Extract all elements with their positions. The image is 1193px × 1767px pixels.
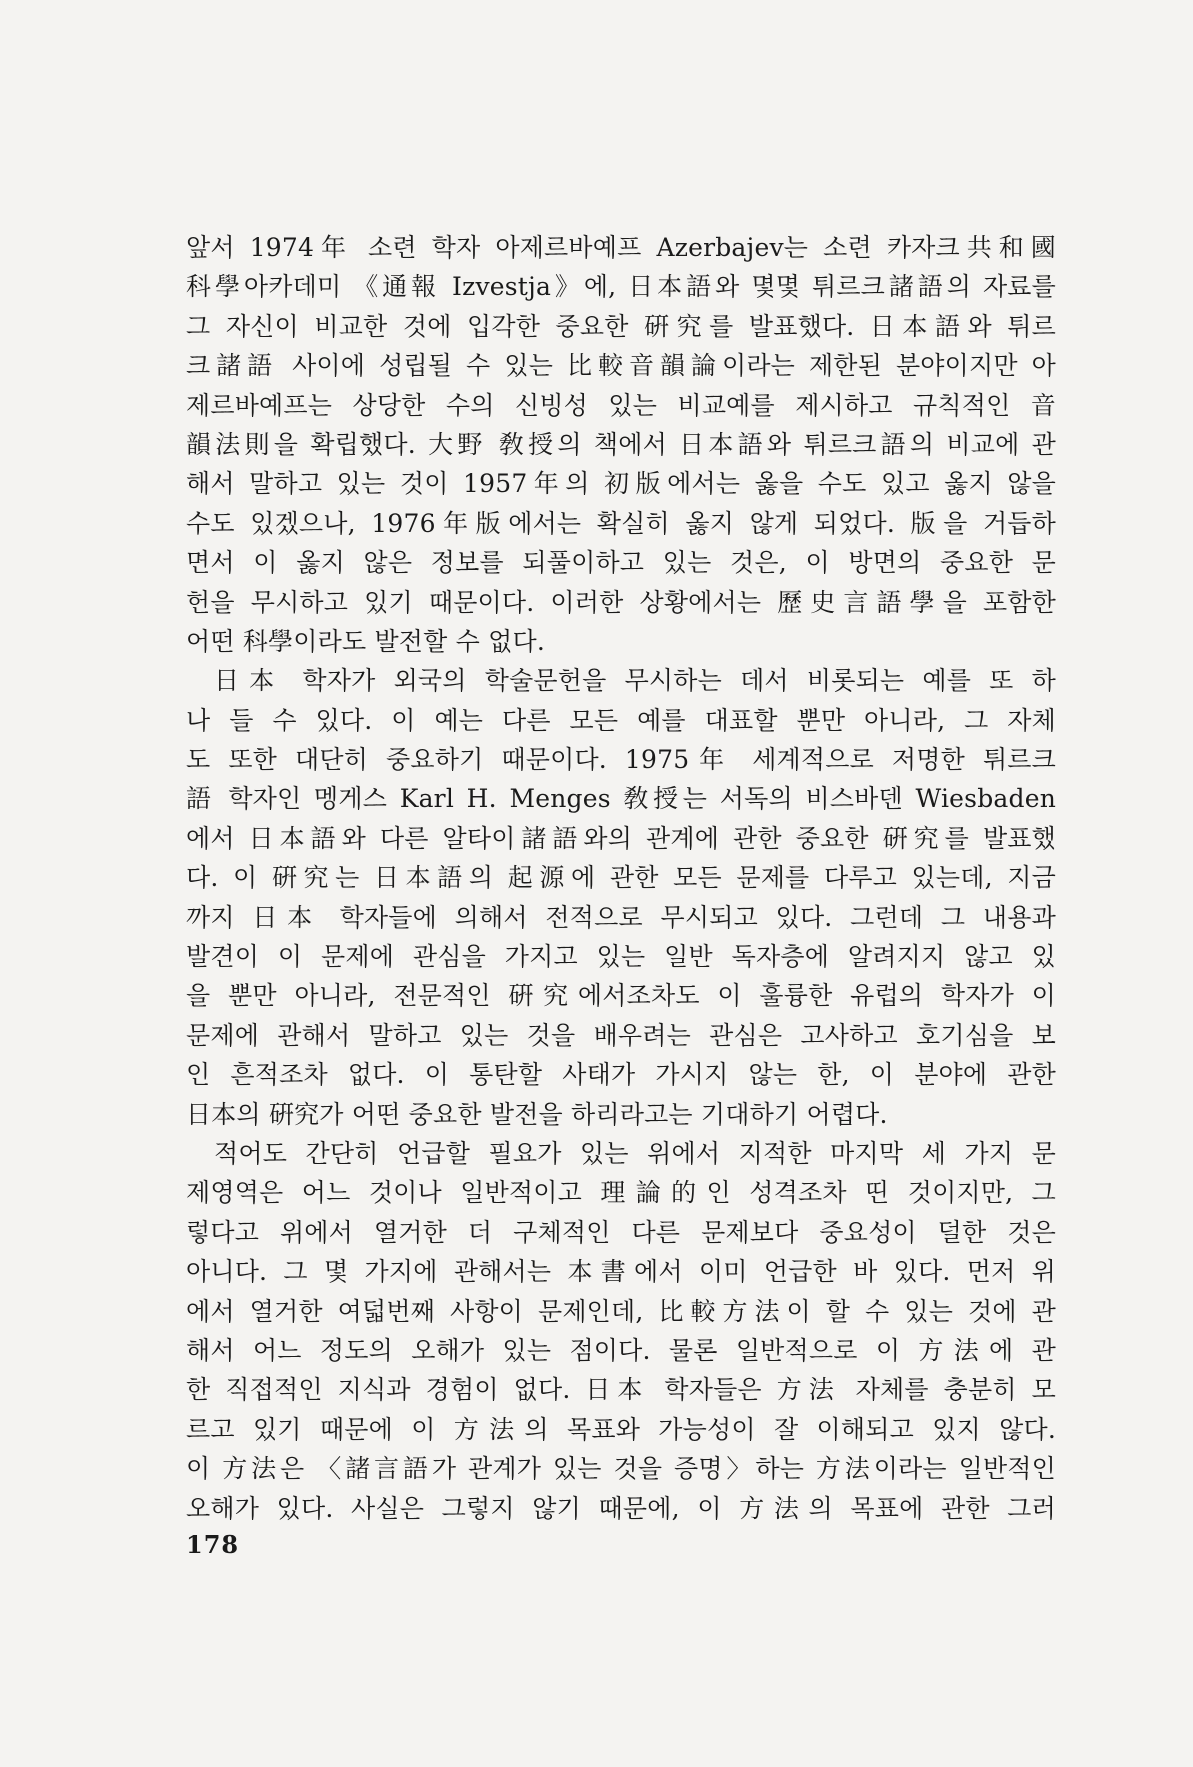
text-line: 적어도 간단히 언급할 필요가 있는 위에서 지적한 마지막 세 가지 문 xyxy=(214,1138,1056,1168)
body-text xyxy=(186,228,1056,1528)
text-line: 도 또한 대단히 중요하기 때문이다. 1975年 세계적으로 저명한 튀르크 xyxy=(186,745,1056,775)
text-line: 문제에 관해서 말하고 있는 것을 배우려는 관심은 고사하고 호기심을 보 xyxy=(186,1020,1056,1050)
text-line: 韻法則을 확립했다. 大野 敎授의 책에서 日本語와 튀르크語의 비교에 관 xyxy=(186,429,1056,459)
text-line: 렇다고 위에서 열거한 더 구체적인 다른 문제보다 중요성이 덜한 것은 xyxy=(186,1217,1056,1247)
text-line: 르고 있기 때문에 이 方法의 목표와 가능성이 잘 이해되고 있지 않다. xyxy=(186,1414,1056,1444)
text-line: 면서 이 옳지 않은 정보를 되풀이하고 있는 것은, 이 방면의 중요한 문 xyxy=(186,548,1056,578)
text-line: 크諸語 사이에 성립될 수 있는 比較音韻論이라는 제한된 분야이지만 아 xyxy=(186,351,1056,381)
paragraph-1 xyxy=(186,228,1056,661)
text-line: 日本의 硏究가 어떤 중요한 발전을 하리라고는 기대하기 어렵다. xyxy=(186,1099,888,1129)
page-number: 178 xyxy=(186,1530,240,1559)
text-line: 아니다. 그 몇 가지에 관해서는 本書에서 이미 언급한 바 있다. 먼저 위 xyxy=(186,1257,1056,1287)
text-line: 한 직접적인 지식과 경험이 없다. 日本 학자들은 方法 자체를 충분히 모 xyxy=(186,1375,1056,1405)
text-line: 그 자신이 비교한 것에 입각한 중요한 硏究를 발표했다. 日本語와 튀르 xyxy=(186,311,1056,341)
text-line: 해서 어느 정도의 오해가 있는 점이다. 물론 일반적으로 이 方法에 관 xyxy=(186,1335,1056,1365)
text-line: 해서 말하고 있는 것이 1957年의 初版에서는 옳을 수도 있고 옳지 않을 xyxy=(186,469,1056,499)
paragraph-3 xyxy=(186,1134,1056,1528)
text-line: 앞서 1974年 소련 학자 아제르바예프 Azerbajev는 소련 카자크共和國 xyxy=(186,233,1056,262)
text-line: 제영역은 어느 것이나 일반적이고 理論的인 성격조차 띤 것이지만, 그 xyxy=(186,1178,1056,1208)
text-line: 오해가 있다. 사실은 그렇지 않기 때문에, 이 方法의 목표에 관한 그러 xyxy=(186,1493,1056,1523)
text-line: 나 들 수 있다. 이 예는 다른 모든 예를 대표할 뿐만 아니라, 그 자체 xyxy=(186,705,1056,735)
text-line: 에서 열거한 여덟번째 사항이 문제인데, 比較方法이 할 수 있는 것에 관 xyxy=(186,1296,1056,1326)
text-line: 다. 이 硏究는 日本語의 起源에 관한 모든 문제를 다루고 있는데, 지금 xyxy=(186,863,1056,893)
text-line: 까지 日本 학자들에 의해서 전적으로 무시되고 있다. 그런데 그 내용과 xyxy=(186,902,1056,932)
text-line: 이 方法은 〈諸言語가 관계가 있는 것을 증명〉하는 方法이라는 일반적인 xyxy=(186,1454,1056,1484)
paragraph-2 xyxy=(186,661,1056,1134)
text-line: 수도 있겠으나, 1976年版에서는 확실히 옳지 않게 되었다. 版을 거듭하 xyxy=(186,508,1056,538)
text-line: 인 흔적조차 없다. 이 통탄할 사태가 가시지 않는 한, 이 분야에 관한 xyxy=(186,1060,1056,1090)
text-line: 발견이 이 문제에 관심을 가지고 있는 일반 독자층에 알려지지 않고 있 xyxy=(186,942,1056,972)
text-line: 제르바예프는 상당한 수의 신빙성 있는 비교예를 제시하고 규칙적인 音 xyxy=(186,390,1056,420)
text-line: 헌을 무시하고 있기 때문이다. 이러한 상황에서는 歷史言語學을 포함한 xyxy=(186,587,1056,617)
text-line: 에서 日本語와 다른 알타이諸語와의 관계에 관한 중요한 硏究를 발표했 xyxy=(186,823,1056,853)
text-line: 을 뿐만 아니라, 전문적인 硏究에서조차도 이 훌륭한 유럽의 학자가 이 xyxy=(186,981,1056,1011)
text-line: 日本 학자가 외국의 학술문헌을 무시하는 데서 비롯되는 예를 또 하 xyxy=(214,666,1056,696)
text-line: 어떤 科學이라도 발전할 수 없다. xyxy=(186,626,545,656)
text-line: 科學아카데미 《通報 Izvestja》에, 日本語와 몇몇 튀르크諸語의 자료를 xyxy=(186,272,1056,302)
text-line: 語 학자인 멩게스 Karl H. Menges 敎授는 서독의 비스바덴 Wiesbaden xyxy=(186,784,1056,814)
